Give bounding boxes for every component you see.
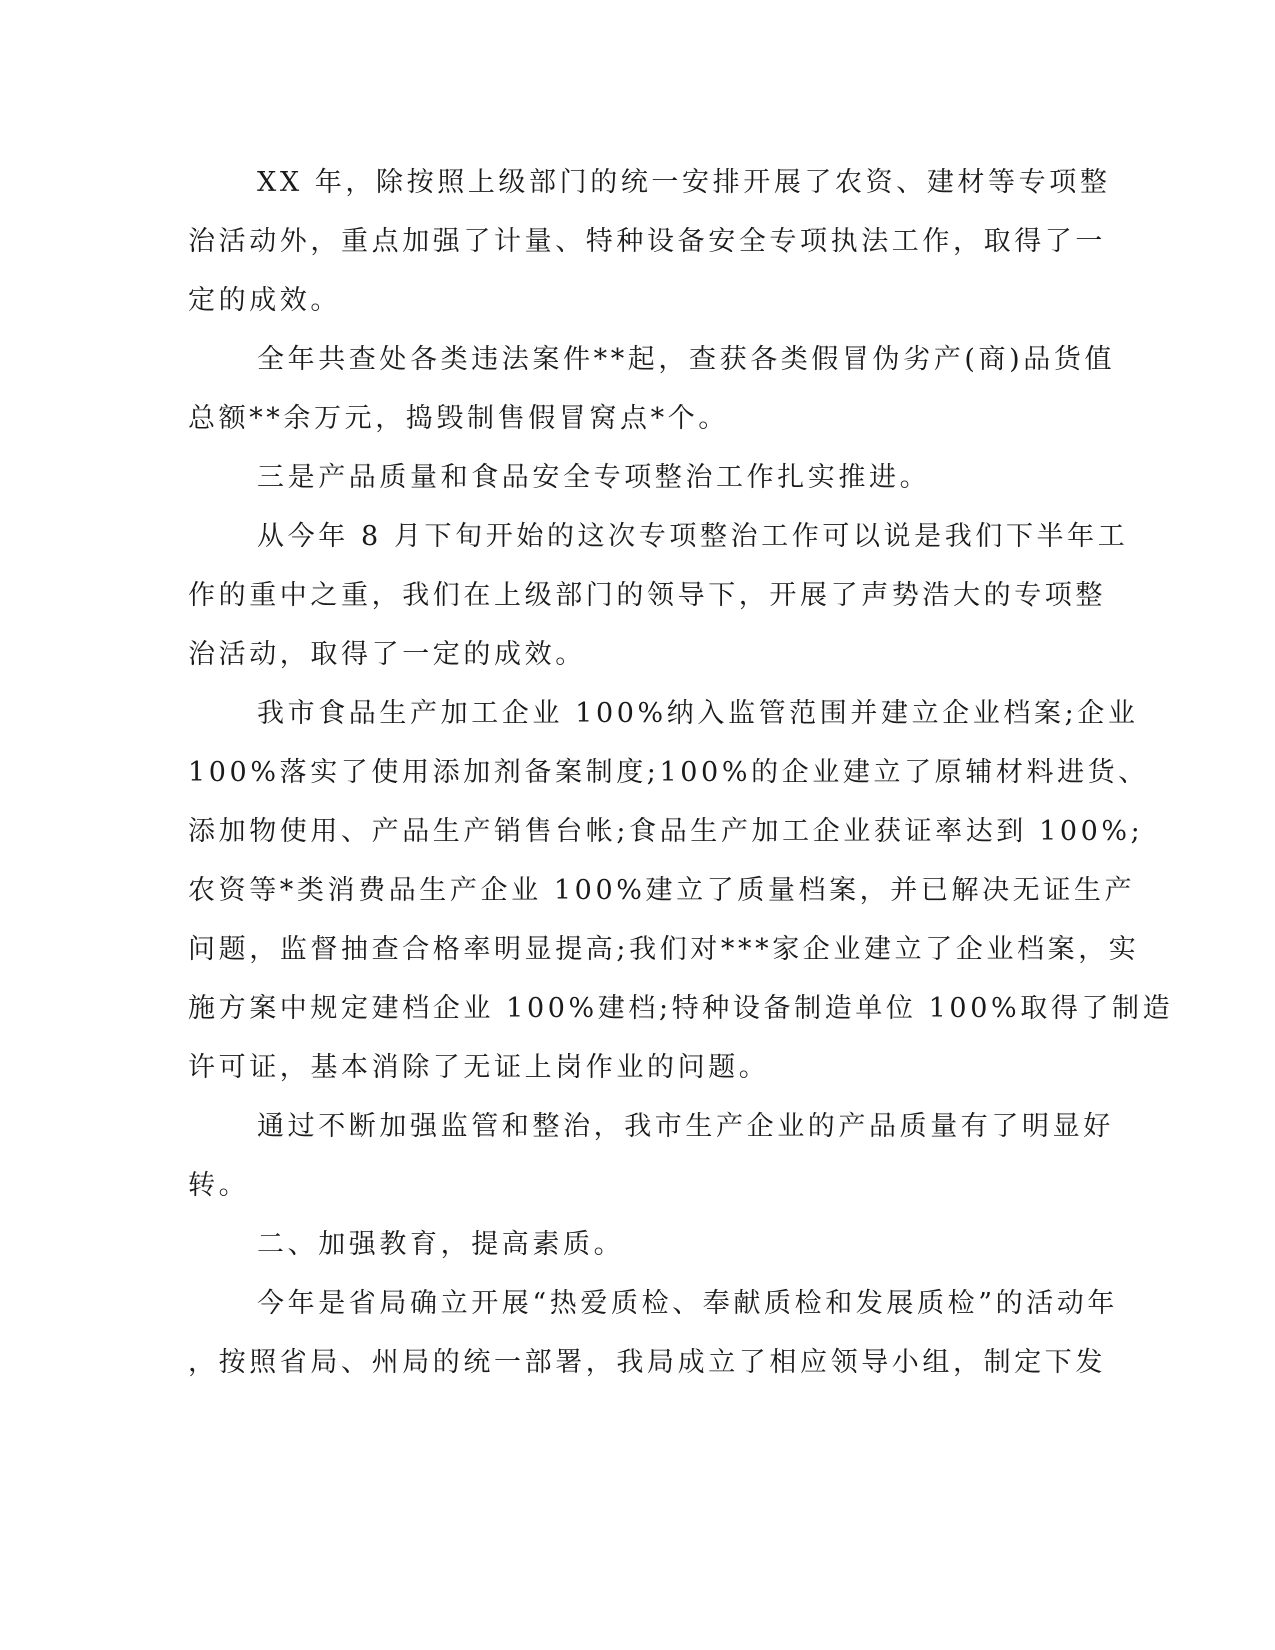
paragraph-line: 全年共查处各类违法案件**起，查获各类假冒伪劣产(商)品货值: [257, 344, 1116, 375]
paragraph-line: 作的重中之重，我们在上级部门的领导下，开展了声势浩大的专项整: [188, 580, 1106, 611]
paragraph-line: 治活动，取得了一定的成效。: [188, 639, 586, 670]
paragraph-line: 治活动外，重点加强了计量、特种设备安全专项执法工作，取得了一: [188, 226, 1106, 257]
paragraph-line: 今年是省局确立开展“热爱质检、奉献质检和发展质检”的活动年: [257, 1288, 1119, 1319]
paragraph-line: 100%落实了使用添加剂备案制度;100%的企业建立了原辅材料进货、: [188, 757, 1149, 788]
paragraph-line: 从今年 8 月下旬开始的这次专项整治工作可以说是我们下半年工: [257, 521, 1129, 552]
paragraph-line: 通过不断加强监管和整治，我市生产企业的产品质量有了明显好: [257, 1111, 1114, 1142]
paragraph-line: 我市食品生产加工企业 100%纳入监管范围并建立企业档案;企业: [257, 698, 1139, 729]
paragraph-line: 施方案中规定建档企业 100%建档;特种设备制造单位 100%取得了制造: [188, 993, 1174, 1024]
paragraph-line: 总额**余万元，捣毁制售假冒窝点*个。: [188, 403, 729, 434]
section-heading: 二、加强教育，提高素质。: [257, 1229, 625, 1260]
paragraph-line: 转。: [188, 1170, 250, 1201]
paragraph-line: 三是产品质量和食品安全专项整治工作扎实推进。: [257, 462, 931, 493]
paragraph-line: 定的成效。: [188, 285, 341, 316]
paragraph-line: 问题，监督抽查合格率明显提高;我们对***家企业建立了企业档案，实: [188, 934, 1140, 965]
paragraph-line: ，按照省局、州局的统一部署，我局成立了相应领导小组，制定下发: [188, 1347, 1106, 1378]
paragraph-line: 添加物使用、产品生产销售台帐;食品生产加工企业获证率达到 100%;: [188, 816, 1144, 847]
paragraph-line: 许可证，基本消除了无证上岗作业的问题。: [188, 1052, 770, 1083]
paragraph-line: 农资等*类消费品生产企业 100%建立了质量档案，并已解决无证生产: [188, 875, 1136, 906]
paragraph-line: XX 年，除按照上级部门的统一安排开展了农资、建材等专项整: [257, 167, 1111, 198]
